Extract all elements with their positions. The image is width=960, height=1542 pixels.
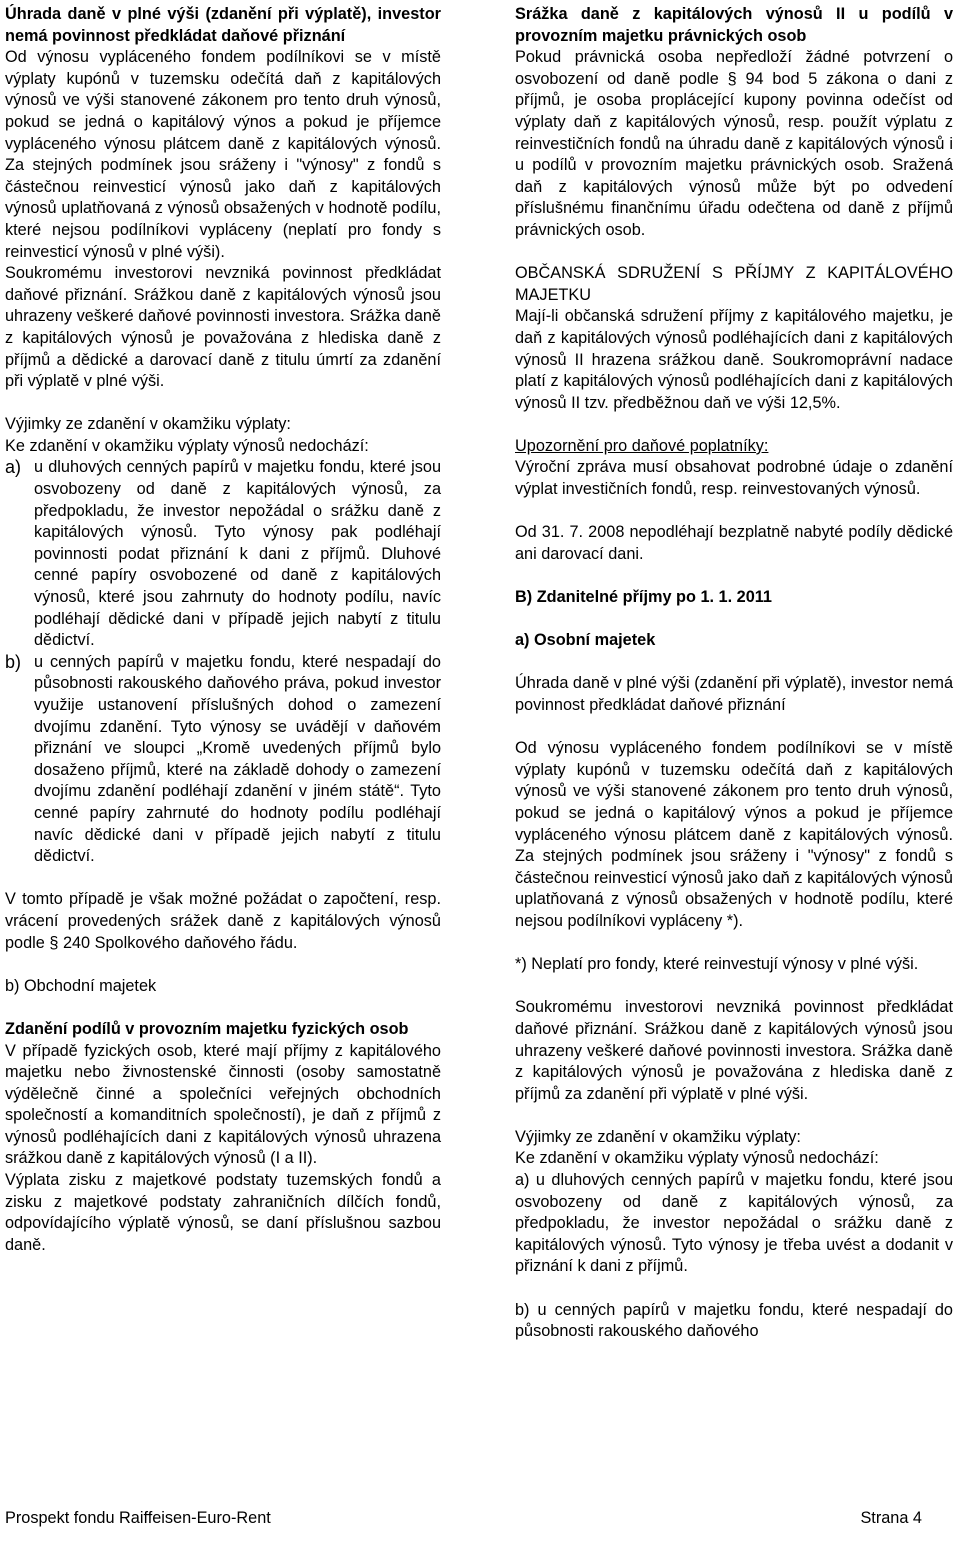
exceptions-title: Výjimky ze zdanění v okamžiku výplaty: xyxy=(5,415,291,434)
list-item xyxy=(5,652,441,868)
footer-title: Prospekt fondu Raiffeisen-Euro-Rent xyxy=(5,1509,271,1527)
list-item: b) u cenných papírů v majetku fondu, které nespadají do působnosti rakouského daňového xyxy=(515,1300,953,1341)
right-column xyxy=(515,4,953,1343)
exceptions-title: Výjimky ze zdanění v okamžiku výplaty: xyxy=(515,1127,801,1146)
list-item: a) u dluhových cenných papírů v majetku fondu, které jsou osvobozeny od daně z kapitálových výnosů, za předpokladu, že investor nepožádal o srážku daně z kapitálových výnosů. Tyto výnosy je třeba uvést a dodanit v přiznání k dani z příjmů. xyxy=(515,1171,953,1276)
section-heading: B) Zdanitelné příjmy po 1. 1. 2011 xyxy=(515,588,772,607)
paragraph: Od výnosu vypláceného fondem podílníkovi se v místě výplaty kupónů v tuzemsku odečítá daň z kapitálových výnosů ve výši stanovené zákonem pro tento druh výnosů, pokud se jedná o kapitálový výnos a pokud je příjemce vypláceného výnosu plátcem daně z kapitálových výnosů. Za stejných podmínek jsou sráženy i "výnosy" z fondů s částečnou reinvesticí výnosů jako daň z kapitálových výnosů uplatňovaná z výnosů obsažených v hodnotě podílu, které nejsou podílníkovi vypláceny (neplatí pro fondy s reinvesticí výnosů v plné výši). xyxy=(5,48,441,261)
paragraph: Výroční zpráva musí obsahovat podrobné údaje o zdanění výplat investičních fondů, resp. reinvestovaných výnosů. xyxy=(515,458,953,499)
page-number: Strana 4 xyxy=(860,1509,922,1527)
paragraph: Soukromému investorovi nevzniká povinnost předkládat daňové přiznání. Srážkou daně z kapitálových výnosů jsou uhrazeny veškeré daňové povinnosti investora. Srážka daně z kapitálových výnosů je považována z hlediska daně z příjmů a dědické a darovací daně z titulu úmrtí za zdanění při výplatě v plné výši. xyxy=(5,264,441,391)
list-marker: b) xyxy=(5,651,22,672)
list-item-text: u dluhových cenných papírů v majetku fondu, které jsou osvobozeny od daně z kapitálových výnosů, za předpokladu, že investor nepožádal o srážku daně z kapitálových výnosů. Tyto výnosy pak podléhají povinnosti podat přiznání k dani z příjmů. Dluhové cenné papíry osvobozené od daně z kapitálových výnosů, které jsou zahrnuty do hodnoty podílu, navíc podléhají dědické dani v případě jejich nabytí z titulu dědictví. xyxy=(34,458,441,650)
paragraph: V případě fyzických osob, které mají příjmy z kapitálového majetku nebo živnostenské činnosti (osoby samostatně výdělečně činné a společníci veřejných obchodních společností a komanditních společností), je daň z příjmů z výnosů podléhajících dani z kapitálových výnosů uhrazena srážkou daně z kapitálových výnosů (I a II). xyxy=(5,1041,441,1168)
list-item xyxy=(5,457,441,651)
paragraph: Od 31. 7. 2008 nepodléhají bezplatně nabyté podíly dědické ani darovací dani. xyxy=(515,523,953,563)
section-heading: a) Osobní majetek xyxy=(515,631,656,650)
paragraph: Od výnosu vypláceného fondem podílníkovi se v místě výplaty kupónů v tuzemsku odečítá daň z kapitálových výnosů ve výši stanovené zákonem pro tento druh výnosů, pokud se jedná o kapitálový výnos a pokud je příjemce vypláceného výnosu plátcem daně z kapitálových výnosů. Za stejných podmínek jsou sráženy i "výnosy" z fondů s částečnou reinvesticí výnosů jako daň z kapitálových výnosů uplatňovaná z výnosů obsažených v hodnotě podílu, které nejsou podílníkovi vypláceny *). xyxy=(515,739,953,930)
section-heading: b) Obchodní majetek xyxy=(5,976,157,995)
section-heading: Zdanění podílů v provozním majetku fyzických osob xyxy=(5,1019,409,1038)
section-heading: OBČANSKÁ SDRUŽENÍ S PŘÍJMY Z KAPITÁLOVÉHO MAJETKU xyxy=(515,264,953,304)
paragraph: Soukromému investorovi nevzniká povinnost předkládat daňové přiznání. Srážkou daně z kapitálových výnosů jsou uhrazeny veškeré daňové povinnosti investora. Srážka daně z kapitálových výnosů je považována z hlediska daně z příjmů za zdanění při výplatě v plné výši. xyxy=(515,998,953,1103)
section-heading: Srážka daně z kapitálových výnosů II u podílů v provozním majetku právnických osob xyxy=(515,5,953,45)
paragraph: Výplata zisku z majetkové podstaty tuzemských fondů a zisku z majetkové podstaty zahraničních dílčích fondů, odpovídajícího výplatě výnosů, se daní příslušnou sazbou daně. xyxy=(5,1171,441,1254)
exceptions-intro: Ke zdanění v okamžiku výplaty výnosů nedochází: xyxy=(5,436,369,455)
paragraph: V tomto případě je však možné požádat o započtení, resp. vrácení provedených srážek daně z kapitálových výnosů podle § 240 Spolkového daňového řádu. xyxy=(5,890,441,952)
page-footer xyxy=(5,1508,922,1528)
paragraph: Pokud právnická osoba nepředloží žádné potvrzení o osvobození od daně podle § 94 bod 5 zákona o dani z příjmů, je osoba proplácející kupony povinna odečíst od výplaty daň z kapitálových výnosů, resp. použít výplatu z reinvestičních fondů na úhradu daně z kapitálových výnosů i u podílů v provozním majetku právnických osob. Sražená daň z kapitálových výnosů může být po odvedení příslušnému finančnímu úřadu odečtena od daně z příjmů právnických osob. xyxy=(515,48,953,239)
paragraph: Úhrada daně v plné výši (zdanění při výplatě), investor nemá povinnost předkládat daňové přiznání xyxy=(515,674,954,714)
exceptions-intro: Ke zdanění v okamžiku výplaty výnosů nedochází: xyxy=(515,1149,879,1168)
footnote: *) Neplatí pro fondy, které reinvestují výnosy v plné výši. xyxy=(515,955,919,974)
left-column xyxy=(5,4,441,1256)
notice-title: Upozornění pro daňové poplatníky: xyxy=(515,436,769,455)
list-item-text: u cenných papírů v majetku fondu, které nespadají do působnosti rakouského daňového práva, pokud investor využije ustanovení příslušných dohod o zamezení dvojímu zdanění. Tyto výnosy se uvádějí v daňovém přiznání ve sloupci „Kromě uvedených příjmů bylo dosaženo příjmů, které na základě dohody o zamezení dvojímu zdanění podléhají zdanění v jiném státě“. Tyto cenné papíry zahrnuté do hodnoty podílu podléhají navíc dědické dani v případě jejich nabytí z titulu dědictví. xyxy=(34,652,441,866)
paragraph: Mají-li občanská sdružení příjmy z kapitálového majetku, je daň z kapitálových výnosů podléhajících dani z kapitálových výnosů II hrazena srážkou daně. Soukromoprávní nadace platí z kapitálových výnosů podléhajících dani z kapitálových výnosů II tzv. předběžnou daň ve výši 12,5%. xyxy=(515,307,953,412)
list-marker: a) xyxy=(5,457,22,478)
section-heading: Úhrada daně v plné výši (zdanění při výplatě), investor nemá povinnost předkládat daňové přiznání xyxy=(5,5,441,45)
